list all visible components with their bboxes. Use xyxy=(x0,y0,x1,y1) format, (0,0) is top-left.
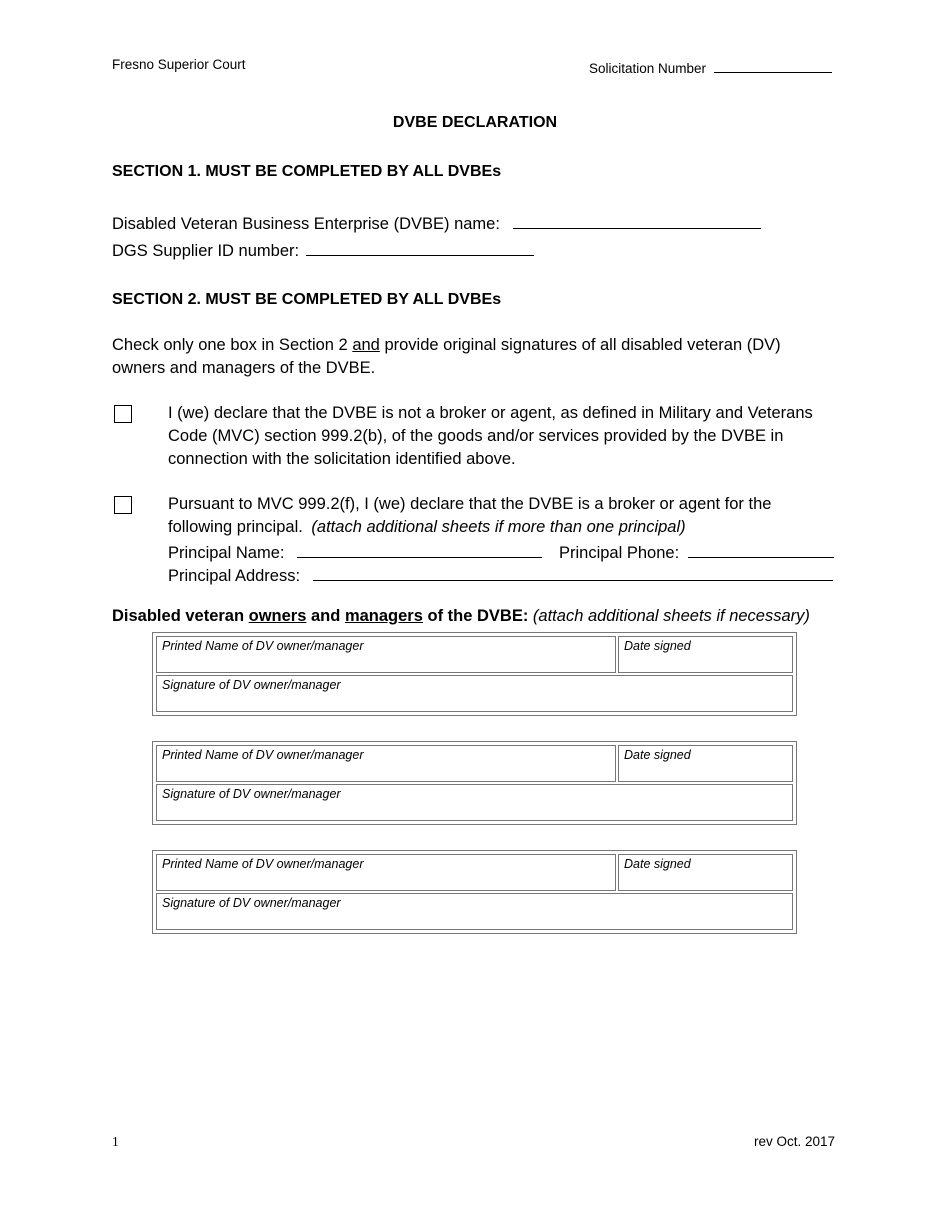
solicitation-number xyxy=(589,57,832,76)
printed-name-label: Printed Name of DV owner/manager xyxy=(162,639,364,653)
managers-emphasis: managers xyxy=(344,607,423,625)
section2-heading: SECTION 2. MUST BE COMPLETED BY ALL DVBEs xyxy=(112,291,502,308)
owners-heading-start: Disabled veteran xyxy=(112,607,249,625)
signature-label: Signature of DV owner/manager xyxy=(162,678,341,692)
is-broker-note: (attach additional sheets if more than one principal) xyxy=(311,518,686,536)
supplier-id-field[interactable] xyxy=(306,237,534,256)
signature-cell[interactable] xyxy=(156,784,793,821)
is-broker-statement: Pursuant to MVC 999.2(f), I (we) declare that the DVBE is a broker or agent for the following principal. xyxy=(168,495,772,536)
court-name: Fresno Superior Court xyxy=(112,57,246,72)
principal-address-field[interactable] xyxy=(313,562,833,581)
owners-heading xyxy=(112,607,810,626)
is-broker-text xyxy=(168,493,828,539)
signature-cell[interactable] xyxy=(156,675,793,712)
not-broker-text: I (we) declare that the DVBE is not a broker or agent, as defined in Military and Veterans Code (MVC) section 999.2(b), of the goods and/or services provided by the DVBE in connection with the solicitation identified above. xyxy=(168,404,813,468)
date-signed-cell[interactable] xyxy=(618,854,793,891)
date-signed-label: Date signed xyxy=(624,748,691,762)
date-signed-label: Date signed xyxy=(624,857,691,871)
signature-label: Signature of DV owner/manager xyxy=(162,787,341,801)
dvbe-name-field[interactable] xyxy=(513,210,761,229)
not-broker-checkbox[interactable] xyxy=(114,405,132,423)
principal-phone-field[interactable] xyxy=(688,539,834,558)
page-number: 1 xyxy=(112,1134,119,1149)
owner-signature-block-2 xyxy=(152,741,797,825)
intro-and-emphasis: and xyxy=(352,336,380,354)
date-signed-label: Date signed xyxy=(624,639,691,653)
principal-name-field[interactable] xyxy=(297,539,542,558)
signature-cell[interactable] xyxy=(156,893,793,930)
date-signed-cell[interactable] xyxy=(618,636,793,673)
solicitation-number-field[interactable] xyxy=(714,57,832,73)
date-signed-cell[interactable] xyxy=(618,745,793,782)
supplier-id-label: DGS Supplier ID number: xyxy=(112,242,300,260)
principal-name-label: Principal Name: xyxy=(168,544,285,562)
intro-text-end: provide original signatures of all disabled veteran (DV) owners and managers of the DVBE. xyxy=(112,336,781,377)
page-title: DVBE DECLARATION xyxy=(392,114,558,131)
solicitation-label: Solicitation Number xyxy=(589,61,707,76)
intro-text-start: Check only one box in Section 2 xyxy=(112,336,353,354)
signature-label: Signature of DV owner/manager xyxy=(162,896,341,910)
revision-date: rev Oct. 2017 xyxy=(754,1134,836,1149)
owners-emphasis: owners xyxy=(248,607,307,625)
printed-name-cell[interactable] xyxy=(156,854,616,891)
owners-heading-end: of the DVBE: xyxy=(422,607,529,625)
dvbe-name-row xyxy=(112,210,761,236)
is-broker-checkbox[interactable] xyxy=(114,496,132,514)
printed-name-label: Printed Name of DV owner/manager xyxy=(162,857,364,871)
section1-heading: SECTION 1. MUST BE COMPLETED BY ALL DVBEs xyxy=(112,163,502,180)
printed-name-cell[interactable] xyxy=(156,636,616,673)
principal-address-row xyxy=(168,562,833,588)
owner-signature-block-3 xyxy=(152,850,797,934)
principal-address-label: Principal Address: xyxy=(168,567,301,585)
printed-name-label: Printed Name of DV owner/manager xyxy=(162,748,364,762)
section2-intro xyxy=(112,334,832,380)
printed-name-cell[interactable] xyxy=(156,745,616,782)
supplier-id-row xyxy=(112,237,534,263)
owner-signature-block-1 xyxy=(152,632,797,716)
owners-heading-note: (attach additional sheets if necessary) xyxy=(532,607,810,625)
owners-heading-and: and xyxy=(306,607,345,625)
principal-phone-label: Principal Phone: xyxy=(559,544,680,562)
dvbe-name-label: Disabled Veteran Business Enterprise (DVBE) name: xyxy=(112,215,500,233)
